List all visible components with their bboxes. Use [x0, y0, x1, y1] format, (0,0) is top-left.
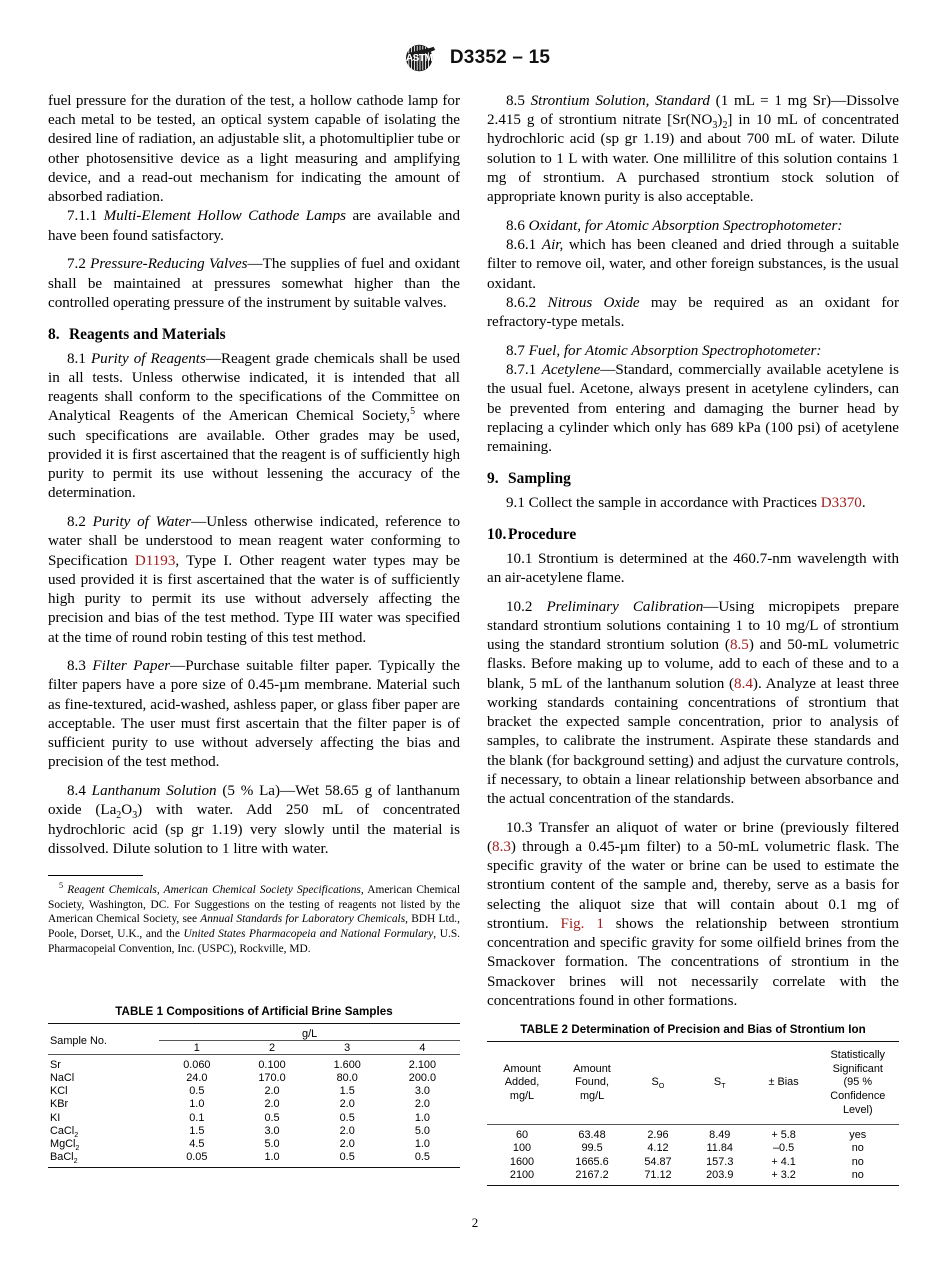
table-1-cell: 2.0 — [264, 1085, 280, 1098]
table-2-title: TABLE 2 Determination of Precision and Bias of Strontium Ion — [520, 1023, 866, 1036]
footnote-italic-title-1: Reagent Chemicals, American Chemical Society Specifications — [67, 884, 361, 897]
clause-title: Acetylene — [541, 362, 601, 379]
clause-body-a: —Unless otherwise indicated, reference to water shall be understood to mean reagent water conforming to Specification — [48, 514, 460, 569]
footnote-text-1: , American Chemical Society, Washington, DC. For Suggestions on the testing of reagents not listed by the American Chemical Society, see — [48, 884, 460, 926]
table-1-cell: 0.5 — [339, 1111, 355, 1124]
table-1-cell: 1.5 — [339, 1085, 355, 1098]
table-1-row-label: KI — [50, 1111, 61, 1124]
clause-body: —The supplies of fuel and oxidant shall be maintained at pressures somewhat higher than the controlled operating pressure of the instrument by suitable valves. — [48, 256, 460, 311]
table-1-cell: 0.5 — [385, 1151, 460, 1168]
clause-number: 9.1 — [506, 494, 525, 511]
table-2-block — [487, 1023, 899, 1186]
subscript-2: 2 — [722, 120, 728, 132]
paragraph-10-3 — [487, 819, 899, 1011]
table-1-row-label: CaCl$_2$ — [50, 1124, 79, 1139]
table-2 — [487, 1041, 899, 1186]
table-2-cell: 203.9 — [689, 1168, 751, 1185]
paragraph-10-2 — [487, 598, 899, 810]
table-row — [48, 1085, 460, 1098]
table-1-cell: 2.0 — [414, 1098, 430, 1111]
table-2-cell: + 3.2 — [751, 1168, 817, 1185]
table-2-cell: 54.87 — [644, 1155, 672, 1168]
figure-reference-fig-1[interactable]: Fig. 1 — [560, 915, 604, 932]
footnote-italic-title-2: Annual Standards for Laboratory Chemicals — [200, 913, 406, 926]
table-row — [487, 1142, 899, 1155]
table-1-title: TABLE 1 Compositions of Artificial Brine Samples — [115, 1005, 393, 1018]
table-1-cell: 80.0 — [336, 1071, 358, 1084]
table-row — [48, 1137, 460, 1150]
table-1-cell: 4.5 — [189, 1137, 205, 1150]
table-2-col-header-st: $S_T$ — [689, 1042, 751, 1125]
paragraph-8-6-1 — [487, 236, 899, 294]
clause-title: Nitrous Oxide — [547, 294, 640, 311]
table-1-units-header: g/L — [159, 1024, 460, 1041]
table-1-col-header-1: 1 — [193, 1041, 200, 1054]
clause-body-b: ) and 50-mL volumetric flasks. Before making up to volume, add to each of these and to a blank, 5 mL of the lanthanum solution ( — [487, 637, 900, 692]
clause-body-a: —Reagent grade chemicals shall be used in all tests. Unless otherwise indicated, it is intended that all reagents shall conform to the specifications of the Committee on Analytical Reagents of the American Chemical Society, — [48, 350, 460, 425]
table-1-cell: 1.0 — [189, 1098, 205, 1111]
clause-number: 10.1 — [506, 550, 533, 567]
clause-body-c: shows the relationship between strontium concentration and specific gravity for some oilfield brines from the Smackover formation. The concentrations of strontium in the Smackover brines will not necessarily correlate with the concentrations found in other formations. — [487, 915, 899, 1009]
table-2-col-header-so: $S_O$ — [627, 1042, 689, 1125]
table-2-cell: no — [851, 1142, 864, 1155]
table-1-row-label: MgCl$_2$ — [50, 1137, 80, 1153]
table-1-cell: 0.05 — [159, 1151, 234, 1168]
clause-title: Purity of Water — [92, 514, 192, 531]
clause-title: Filter Paper — [92, 658, 171, 675]
footnote-text-3: , U.S. Pharmacopeial Convention, Inc. (USPC), Rockville, MD. — [48, 928, 461, 955]
table-2-cell: –0.5 — [773, 1142, 795, 1155]
table-1-cell: 3.0 — [414, 1085, 430, 1098]
clause-body-a: (5 % La)—Wet 58.65 g of lanthanum oxide (La — [48, 783, 461, 819]
clause-title: Oxidant, for Atomic Absorption Spectrophotometer: — [528, 217, 843, 234]
table-1-cell: 5.0 — [414, 1124, 430, 1137]
heading-title: Procedure — [508, 526, 577, 544]
table-2-header-row — [487, 1042, 899, 1125]
table-1-cell: 1.0 — [414, 1137, 430, 1150]
table-1-cell: 24.0 — [186, 1071, 208, 1084]
paragraph-8-3 — [48, 657, 460, 772]
clause-number: 8.3 — [67, 658, 86, 675]
footnote-5 — [48, 883, 460, 956]
table-2-cell: 157.3 — [706, 1155, 734, 1168]
clause-body: Strontium is determined at the 460.7-nm wavelength with an air-acetylene flame. — [487, 550, 899, 586]
table-2-cell: 2100 — [487, 1168, 557, 1185]
clause-number: 7.2 — [67, 256, 86, 273]
table-row — [48, 1111, 460, 1124]
table-1-cell: 0.100 — [234, 1055, 309, 1072]
clause-body: which has been cleaned and dried through a suitable filter to remove oil, water, and other foreign substances, is the usual oxidant. — [487, 237, 900, 292]
clause-title: Purity of Reagents — [90, 350, 206, 367]
table-2-cell: 63.48 — [557, 1125, 627, 1142]
table-1-cell: 0.5 — [189, 1085, 205, 1098]
table-1-cell: 0.5 — [310, 1151, 385, 1168]
table-1-row-label: BaCl$_2$ — [48, 1151, 159, 1168]
heading-number: 10. — [487, 526, 507, 544]
table-row — [48, 1071, 460, 1084]
clause-title: Air, — [541, 237, 564, 254]
table-1-cell: 1.600 — [310, 1055, 385, 1072]
table-2-cell: 71.12 — [627, 1168, 689, 1185]
paragraph-9-1 — [487, 494, 899, 513]
table-1-cell: 170.0 — [258, 1071, 286, 1084]
clause-number: 8.7.1 — [506, 362, 537, 379]
table-1-cell: 0.060 — [159, 1055, 234, 1072]
table-2-cell: 11.84 — [706, 1142, 733, 1155]
table-2-cell: 99.5 — [581, 1142, 603, 1155]
paragraph-10-1 — [487, 550, 899, 588]
document-designation: D3352 – 15 — [449, 47, 551, 68]
clause-body-b: . — [861, 494, 866, 511]
clause-body: may be required as an oxidant for refractory-type metals. — [487, 294, 899, 331]
clause-body: —Standard, commercially available acetylene is the usual fuel. Acetone, always present in acetylene cylinders, can be prevented from entering and damaging the burner head by replacing a cylinder which only has 689 kPa (100 psi) of acetylene remaining. — [487, 362, 899, 455]
cross-reference-8-4[interactable]: 8.4 — [734, 675, 753, 692]
clause-title: Strontium Solution, Standard — [530, 93, 710, 109]
table-2-cell: 1600 — [509, 1155, 535, 1168]
table-1-cell: 2.0 — [339, 1137, 355, 1150]
heading-8 — [48, 325, 460, 345]
right-text-column — [487, 92, 899, 1011]
table-1-stub-header: Sample No. — [48, 1024, 159, 1055]
table-1-cell: 2.0 — [339, 1098, 355, 1111]
clause-body-b: where such specifications are available. Other grades may be used, provided it is first ascertained that the reagent is of sufficiently high purity to permit its use without lessening the accuracy of the determination. — [48, 408, 460, 502]
table-2-col-header-amount-added: Amount Added, mg/L — [487, 1042, 557, 1125]
heading-title: Reagents and Materials — [69, 326, 226, 344]
footnote-marker: 5 — [410, 406, 416, 418]
table-2-cell: no — [817, 1168, 899, 1185]
table-2-cell: 2167.2 — [557, 1168, 627, 1185]
paragraph-8-5 — [487, 92, 899, 207]
heading-10 — [487, 525, 899, 545]
paragraph-8-1 — [48, 350, 460, 504]
clause-title: Pressure-Reducing Valves — [90, 256, 248, 273]
table-2-cell: no — [851, 1155, 864, 1168]
footnote-text-2: , BDH Ltd., Poole, Dorset, U.K., and the — [48, 913, 460, 941]
table-1-cell: 2.0 — [339, 1124, 355, 1137]
table-2-cell: 4.12 — [647, 1142, 669, 1155]
clause-body: are available and have been found satisfactory. — [48, 208, 461, 244]
table-2-cell: 60 — [487, 1125, 557, 1142]
footnote-number: 5 — [59, 881, 64, 891]
table-1-header-row-span — [48, 1024, 460, 1041]
clause-number: 8.6.2 — [506, 294, 537, 311]
table-1-col-header-3: 3 — [344, 1041, 351, 1054]
clause-number: 10.3 — [506, 819, 533, 836]
table-2-cell: 1665.6 — [575, 1155, 609, 1168]
page-header — [0, 42, 950, 74]
clause-title: Multi-Element Hollow Cathode Lamps — [103, 208, 346, 225]
paragraph-7-2 — [48, 255, 460, 313]
table-row — [487, 1155, 899, 1168]
clause-number: 10.2 — [506, 598, 533, 615]
clause-number: 8.1 — [67, 350, 86, 367]
table-2-cell: 2.96 — [627, 1125, 689, 1142]
table-2-cell: 100 — [512, 1142, 532, 1155]
table-1-cell: 0.5 — [264, 1111, 280, 1124]
clause-title: Preliminary Calibration — [546, 598, 704, 615]
paragraph-7-1-1 — [48, 207, 460, 245]
table-2-col-header-bias: ± Bias — [751, 1042, 817, 1125]
table-1-row-label: KBr — [50, 1098, 69, 1111]
paragraph-8-6 — [487, 217, 899, 236]
clause-number: 8.6 — [506, 217, 525, 234]
clause-title: Fuel, for Atomic Absorption Spectrophotometer: — [528, 342, 822, 359]
clause-body-c: ] in 10 mL of concentrated hydrochloric acid (sp gr 1.19) and about 700 mL of water. Dilute solution to 1 L with water. One millilitre of this solution contains 1 mg of strontium. A purchased strontium stock solution of appropriate known purity is also acceptable. — [487, 112, 899, 206]
clause-number: 8.2 — [67, 514, 86, 531]
table-2-col-header-significance: Statistically Significant (95 % Confidence Level) — [817, 1042, 899, 1125]
table-1-col-header-2: 2 — [268, 1041, 276, 1054]
footnote-italic-title-3: United States Pharmacopeia and National Formulary — [183, 928, 434, 941]
heading-9 — [487, 469, 899, 489]
table-row — [48, 1098, 460, 1111]
clause-body-a: —Using micropipets prepare standard strontium solutions containing 1 to 10 mg/L of strontium using the standard strontium solution ( — [487, 598, 899, 654]
table-1-cell: 1.5 — [189, 1124, 205, 1137]
table-1 — [48, 1023, 460, 1168]
astm-logo-icon — [400, 42, 440, 74]
paragraph-8-2 — [48, 513, 460, 648]
table-1-row-label: NaCl — [50, 1071, 75, 1084]
cross-reference-8-3[interactable]: 8.3 — [492, 839, 511, 856]
table-1-block — [48, 1005, 460, 1168]
cross-reference-8-5[interactable]: 8.5 — [729, 637, 749, 654]
paragraph-7-1-continuation: fuel pressure for the duration of the test, a hollow cathode lamp for each metal to be tested, an optical system capable of isolating the desired line of radiation, an adjustable slit, a photomultiplier tube or other photosensitive device as a light measuring and amplifying device, and a read-out mechanism for indicating the amount of absorbed radiation. — [48, 93, 460, 206]
clause-title: Lanthanum Solution — [91, 783, 217, 800]
table-row — [487, 1125, 899, 1142]
table-1-cell: 5.0 — [264, 1137, 280, 1150]
table-2-cell: + 4.1 — [771, 1155, 796, 1168]
table-1-cell: 1.0 — [414, 1111, 430, 1124]
table-1-cell: 200.0 — [408, 1071, 437, 1084]
clause-number: 8.5 — [506, 93, 525, 109]
paragraph-8-4 — [48, 782, 460, 859]
clause-body: —Purchase suitable filter paper. Typically the filter papers have a pore size of 0.45-µm membrane. Material such as fine-textured, acid-washed, ashless paper, or glass fiber paper are acceptable. The user must first ascertain that the filter paper is of sufficient purity to use without adversely affecting the bias and precision of the test method. — [48, 658, 460, 771]
heading-title: Sampling — [508, 470, 571, 488]
subscript-3: 3 — [132, 810, 138, 822]
table-1-row-label: Sr — [48, 1055, 159, 1072]
clause-number: 8.6.1 — [506, 237, 537, 254]
subscript-3: 3 — [712, 120, 718, 132]
clause-body-b: , Type I. Other reagent water types may be used provided it is first ascertained that the water is of sufficiently high purity to permit its use without adversely affecting the precision and bias of the test method. Type III water was specified at the time of round robin testing of this test method. — [48, 552, 460, 646]
clause-body-b: O — [121, 802, 133, 819]
table-row — [48, 1124, 460, 1137]
table-2-col-header-amount-found: Amount Found, mg/L — [557, 1042, 627, 1125]
heading-number: 9. — [487, 470, 499, 488]
paragraph-8-7-1 — [487, 361, 899, 457]
clause-body-c: ) with water. Add 250 mL of concentrated hydrochloric acid (sp gr 1.19) very slowly until the material is dissolved. Dilute solution to 1 litre with water. — [48, 802, 460, 857]
table-2-cell: yes — [817, 1125, 899, 1142]
clause-body-c: ). Analyze at least three working standards containing concentrations of strontium that bracket the expected sample concentration, prior to analysis of samples, to calibrate the instrument. Aspirate these standards and the blank (for background setting) and adjust the curvature controls, if necessary, to obtain a linear relationship between absorbance and the actual concentration of the standards. — [487, 675, 899, 808]
subscript-2: 2 — [116, 810, 122, 822]
clause-body-b: ) — [717, 112, 723, 129]
page-number: 2 — [471, 1215, 479, 1230]
standard-reference-d1193[interactable]: D1193 — [134, 552, 176, 569]
table-1-cell: 2.0 — [264, 1098, 280, 1111]
table-row — [48, 1151, 460, 1168]
clause-number: 8.4 — [67, 783, 86, 800]
clause-body-a: Collect the sample in accordance with Practices — [524, 494, 821, 511]
table-2-cell: + 5.8 — [751, 1125, 817, 1142]
table-1-row-label: KCl — [50, 1085, 68, 1098]
standard-reference-d3370[interactable]: D3370 — [820, 494, 862, 511]
clause-body-a: (1 mL = 1 mg Sr)—Dissolve 2.415 g of strontium nitrate [Sr(NO — [487, 93, 899, 129]
table-1-cell: 2.100 — [385, 1055, 460, 1072]
left-text-column — [48, 92, 460, 956]
clause-number: 8.7 — [506, 342, 525, 359]
clause-number: 7.1.1 — [67, 208, 98, 225]
table-row — [48, 1055, 460, 1072]
table-row — [487, 1168, 899, 1185]
table-1-cell: 1.0 — [234, 1151, 309, 1168]
svg-text:ASTM: ASTM — [405, 53, 433, 65]
clause-body-b: ) through a 0.45-µm filter) to a 50-mL volumetric flask. The specific gravity of the water or brine can be used to estimate the strontium content of the sample and, thereby, serve as a basis for selecting the aliquot size that will contain about 0.1 mg of strontium. — [487, 839, 899, 932]
heading-number: 8. — [48, 326, 60, 344]
table-1-cell: 0.1 — [189, 1111, 205, 1124]
paragraph-8-6-2 — [487, 294, 899, 332]
clause-body-a: Transfer an aliquot of water or brine (previously filtered ( — [487, 819, 899, 856]
paragraph-8-7 — [487, 342, 899, 361]
table-2-cell: 8.49 — [689, 1125, 751, 1142]
footnote-separator-rule — [48, 875, 143, 876]
table-1-col-header-4: 4 — [419, 1041, 426, 1054]
table-1-cell: 3.0 — [264, 1124, 280, 1137]
